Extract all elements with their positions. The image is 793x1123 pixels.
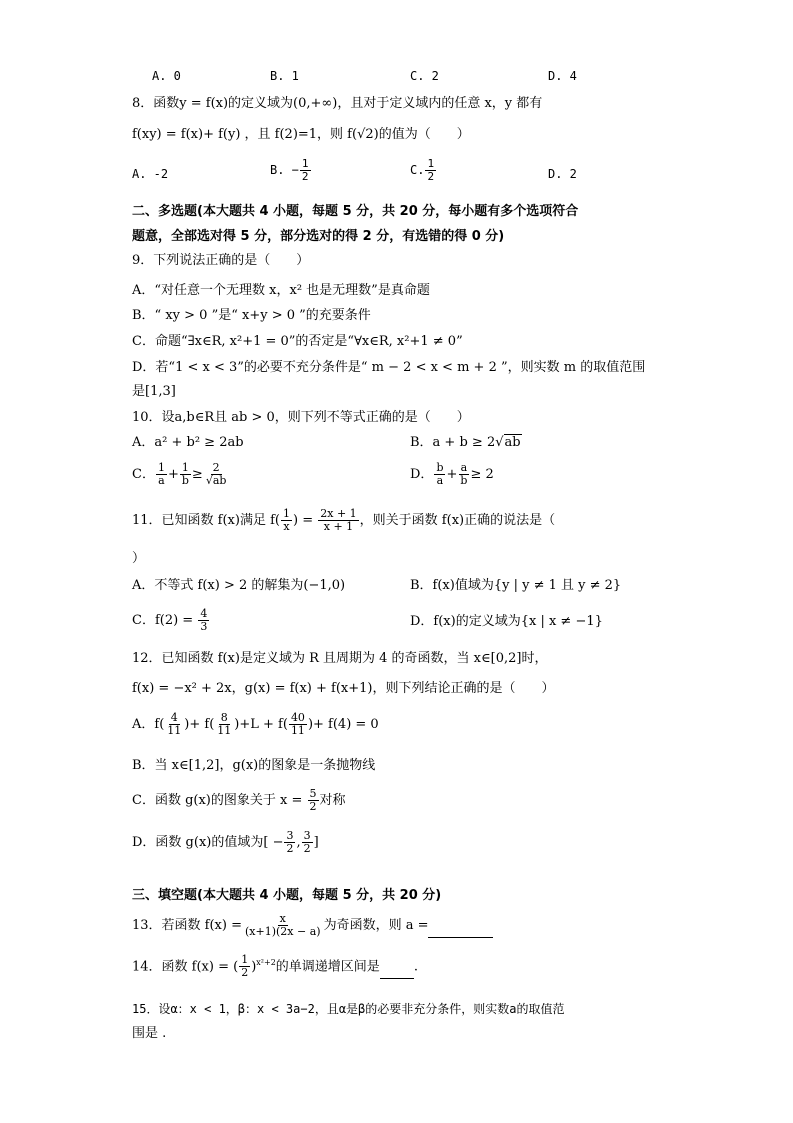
q9-option-d-line1: D．若“1 < x < 3”的必要不充分条件是“ m − 2 < x < m + 2 ”，则实数 m 的取值范围 bbox=[132, 360, 646, 375]
q12-d-frac2 bbox=[302, 830, 313, 855]
q12-a-frac2 bbox=[215, 712, 233, 737]
q10-d-frac1-num: b bbox=[436, 461, 444, 474]
q12-option-a: A．f( $\frac{4}{11}$ )+ f( $\frac{8}{11}$ )+L + f( $\frac{40}{11}$ )+ f(4) = 0 bbox=[132, 711, 379, 737]
q11-rhs-frac bbox=[318, 508, 358, 533]
q12-a-end: + f(4) = 0 bbox=[313, 717, 379, 732]
q11-option-d: D．f(x)的定义域为{x | x ≠ −1} bbox=[410, 614, 603, 629]
q11-option-c bbox=[132, 608, 210, 633]
q8-option-c bbox=[410, 158, 437, 183]
q11-paren-frac bbox=[281, 508, 292, 533]
q9-option-b: B．“ xy > 0 ”是“ x+y > 0 ”的充要条件 bbox=[132, 308, 371, 323]
q11-paren-num: 1 bbox=[282, 507, 290, 520]
q12-option-c bbox=[132, 788, 346, 813]
q13-suffix: 为奇函数，则 a = bbox=[323, 918, 429, 933]
q12-d-d2: 2 bbox=[303, 842, 311, 855]
q14-den: 2 bbox=[241, 966, 249, 980]
q11-paren-den: x bbox=[283, 520, 290, 533]
q9-option-a: A．“对任意一个无理数 x，x² 也是无理数”是真命题 bbox=[132, 283, 430, 298]
q8-option-b bbox=[270, 158, 312, 183]
q12-c-num: 5 bbox=[309, 787, 317, 800]
q10-d-frac2 bbox=[458, 462, 469, 487]
q10-stem: 10．设a,b∈R且 ab > 0，则下列不等式正确的是（ ） bbox=[132, 410, 470, 425]
q10-c-plus: + bbox=[167, 467, 179, 482]
q13-line bbox=[132, 913, 493, 938]
section2-heading-line2: 题意，全部选对得 5 分，部分选对的得 2 分，有选错的得 0 分) bbox=[132, 229, 505, 244]
q8-c-den: 2 bbox=[427, 170, 435, 183]
q12-stem: 12．已知函数 f(x)是定义域为 R 且周期为 4 的奇函数，当 x∈[0,2]时， bbox=[132, 651, 548, 666]
q7-option-d: D. 4 bbox=[548, 69, 577, 83]
q9-stem: 9．下列说法正确的是（ ） bbox=[132, 253, 310, 268]
q13-answer-blank[interactable] bbox=[428, 923, 493, 938]
q10-c-frac3 bbox=[204, 462, 229, 487]
q10-c-frac2-den: b bbox=[181, 474, 189, 487]
q12-d-prefix: D．函数 g(x)的值域为 bbox=[132, 835, 264, 850]
q7-option-a: A. 0 bbox=[152, 69, 181, 83]
section2-heading-line1: 二、多选题(本大题共 4 小题，每题 5 分，共 20 分，每小题有多个选项符合 bbox=[132, 204, 579, 219]
q10-d-prefix: D． bbox=[410, 467, 434, 482]
q11-c-num: 4 bbox=[200, 607, 208, 620]
q12-a-frac1 bbox=[165, 712, 183, 737]
q12-option-b: B．当 x∈[1,2]，g(x)的图象是一条抛物线 bbox=[132, 758, 376, 773]
q10-c-prefix: C． bbox=[132, 467, 155, 482]
q10-d-frac2-den: b bbox=[460, 474, 468, 487]
q13-prefix: 13．若函数 f(x) = bbox=[132, 918, 242, 933]
q8-stem-line1: 8．函数y = f(x)的定义域为(0,+∞)，且对于定义域内的任意 x，y 都有 bbox=[132, 96, 543, 111]
q11-c-den: 3 bbox=[200, 620, 208, 633]
q8-b-prefix: B. − bbox=[270, 163, 299, 177]
q8-option-a: A. -2 bbox=[132, 167, 169, 181]
q10-c-ge: ≥ bbox=[191, 467, 203, 482]
q13-num: x bbox=[279, 912, 286, 925]
q8-stem-line2: f(xy) = f(x)+ f(y) ，且 f(2)=1，则 f(√2)的值为（ ） bbox=[132, 127, 470, 142]
q12-a-d3: 11 bbox=[290, 724, 305, 737]
q11-c-prefix: C．f(2) = bbox=[132, 613, 194, 628]
q12-d-n2: 3 bbox=[303, 829, 311, 842]
q7-option-c: C. 2 bbox=[410, 69, 439, 83]
q11-option-a: A．不等式 f(x) > 2 的解集为(−1,0) bbox=[132, 578, 346, 593]
q10-d-ge: ≥ 2 bbox=[470, 467, 494, 482]
q8-b-num: 1 bbox=[301, 157, 309, 170]
q10-c-frac1-num: 1 bbox=[157, 461, 165, 474]
q11-rhs-num: 2x + 1 bbox=[320, 507, 357, 520]
q10-c-frac3-den: √ab bbox=[205, 474, 227, 487]
q12-a-d2: 11 bbox=[217, 724, 232, 737]
q10-option-b: B．a + b ≥ 2√ab bbox=[410, 435, 521, 450]
q9-option-c: C．命题“∃x∈R, x²+1 = 0”的否定是“∀x∈R, x²+1 ≠ 0” bbox=[132, 334, 463, 349]
q12-a-n1: 4 bbox=[170, 711, 178, 724]
q10-c-frac1 bbox=[156, 462, 167, 487]
section3-heading: 三、填空题(本大题共 4 小题，每题 5 分，共 20 分) bbox=[132, 888, 442, 903]
q11-stem-close: ） bbox=[132, 551, 146, 566]
q11-eq: = bbox=[302, 513, 314, 528]
q10-b-radicand: ab bbox=[504, 435, 521, 450]
q10-d-frac2-num: a bbox=[460, 461, 468, 474]
q12-a-n2: 8 bbox=[220, 711, 228, 724]
q10-c-frac2 bbox=[180, 462, 191, 487]
q14-frac bbox=[239, 954, 250, 979]
q8-b-fraction bbox=[300, 158, 311, 183]
q10-option-c bbox=[132, 462, 229, 487]
q13-den: (x+1)(2x − a) bbox=[245, 925, 321, 938]
q12-c-suffix: 对称 bbox=[319, 793, 346, 808]
q10-d-frac1 bbox=[434, 462, 445, 487]
q8-b-den: 2 bbox=[301, 170, 309, 183]
q12-d-n1: 3 bbox=[286, 829, 294, 842]
q8-c-fraction bbox=[425, 158, 436, 183]
q9-option-d-line2: 是[1,3] bbox=[132, 384, 176, 399]
q11-option-b: B．f(x)值域为{y | y ≠ 1 且 y ≠ 2} bbox=[410, 578, 622, 593]
q12-a-plus1: + f bbox=[189, 717, 210, 732]
q11-stem-suffix: ，则关于函数 f(x)正确的说法是（ bbox=[359, 513, 556, 528]
q15-line2: 围是 . bbox=[132, 1026, 167, 1041]
q12-a-n3: 40 bbox=[290, 711, 305, 724]
q12-d-d1: 2 bbox=[286, 842, 294, 855]
q14-answer-blank[interactable] bbox=[380, 964, 414, 979]
q8-c-prefix: C. bbox=[410, 163, 425, 177]
q12-a-prefix: A．f bbox=[132, 717, 160, 732]
q8-option-d: D. 2 bbox=[548, 167, 577, 181]
q12-c-frac bbox=[308, 788, 319, 813]
q12-a-frac3 bbox=[289, 712, 307, 737]
q14-prefix: 14．函数 f(x) = ( bbox=[132, 959, 239, 975]
q12-d-frac1 bbox=[284, 830, 295, 855]
q12-c-prefix: C．函数 g(x)的图象关于 x = bbox=[132, 793, 303, 808]
q10-c-frac2-num: 1 bbox=[181, 461, 189, 474]
q12-option-d: D．函数 g(x)的值域为[ − $\frac{3}{2}$ , $\frac{3}{2}$ ] bbox=[132, 829, 319, 855]
q10-b-prefix: B．a + b ≥ 2 bbox=[410, 435, 496, 450]
q12-a-mid: +L + f bbox=[239, 717, 283, 732]
q12-stem-line2: f(x) = −x² + 2x，g(x) = f(x) + f(x+1)，则下列结论正确的是（ ） bbox=[132, 681, 555, 696]
q10-c-frac3-num: 2 bbox=[212, 461, 220, 474]
q12-c-den: 2 bbox=[309, 800, 317, 813]
q14-num: 1 bbox=[241, 953, 249, 967]
q12-a-d1: 11 bbox=[167, 724, 182, 737]
q14-exponent: x²+2 bbox=[256, 958, 276, 967]
q15-line1: 15．设α：x < 1，β：x < 3a−2，且α是β的必要非充分条件，则实数a的取值范 bbox=[132, 1002, 565, 1016]
q10-c-frac1-den: a bbox=[158, 474, 165, 487]
q10-option-d bbox=[410, 462, 494, 487]
q10-option-a: A．a² + b² ≥ 2ab bbox=[132, 435, 244, 450]
q11-c-frac bbox=[198, 608, 209, 633]
q14-line: 14．函数 f(x) = ( $\frac{1}{2}$ )$^{x^2+2}$的单调递增区间是 . bbox=[132, 953, 418, 980]
q14-suffix: 的单调递增区间是 bbox=[275, 959, 380, 975]
q11-rhs-den: x + 1 bbox=[323, 520, 354, 533]
q8-c-num: 1 bbox=[427, 157, 435, 170]
q10-d-plus: + bbox=[446, 467, 458, 482]
q11-stem-prefix: 11．已知函数 f(x)满足 f bbox=[132, 513, 275, 528]
q13-frac bbox=[243, 913, 323, 938]
q7-option-b: B. 1 bbox=[270, 69, 299, 83]
q10-d-frac1-den: a bbox=[436, 474, 444, 487]
q11-stem: 11．已知函数 f(x)满足 f( $\frac{1}{x}$ ) = $\frac{2x + 1}{x + 1}$ ，则关于函数 f(x)正确的说法是（ bbox=[132, 507, 556, 533]
